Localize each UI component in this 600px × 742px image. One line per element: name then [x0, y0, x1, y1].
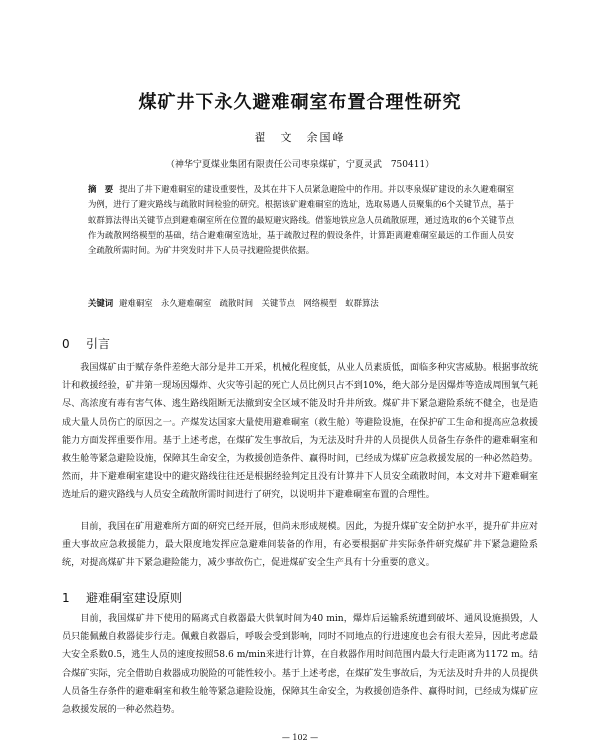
abstract-block — [88, 182, 514, 258]
section-number: 0 — [62, 337, 70, 351]
section-heading-principles — [62, 589, 182, 606]
section-heading-intro — [62, 335, 110, 352]
section-number: 1 — [62, 591, 70, 605]
intro-paragraph-1: 我国煤矿由于赋存条件差绝大部分是井工开采，机械化程度低，从业人员素质低，面临多种灾害威胁。根据事故统计和救援经验，矿井第一现场因爆炸、火灾等引起的死亡人员比例只占不到10%，绝大部分是因爆炸等造成周围氧气耗尽、高浓度有毒有害气体、逃生路线阻断无法撤到安全区域不能及时升井所致。煤矿井下紧急避险系统不健全，也是造成大量人员伤亡的原因之一。产煤发达国家大量使用避难硐室（救生舱）等避险设施，在保护矿工生命和提高应急救援能力方面发挥重要作用。基于上述考虑，在煤矿发生事故后，为无法及时升井的人员提供人员备生存条件的避难硐室和救生舱等紧急避险设施，保障其生命安全，为救援创造条件、赢得时间，已经成为煤矿应急救援发展的一种必然趋势。然而，井下避难硐室建设中的避灾路线往往还是根据经验判定且没有计算井下人员安全疏散时间，本文对井下避难硐室选址后的避灾路线与人员安全疏散所需时间进行了研究，以说明井下避难硐室布置的合理性。 — [62, 363, 538, 501]
abstract-label: 摘 要 — [88, 184, 114, 194]
paper-affiliation: （神华宁夏煤业集团有限责任公司枣泉煤矿，宁夏灵武 750411） — [165, 160, 435, 170]
section-title: 避难硐室建设原则 — [86, 591, 183, 605]
keywords-text: 避难硐室 永久避难硐室 疏散时间 关键节点 网络模型 蚁群算法 — [119, 298, 379, 308]
abstract-text: 提出了井下避难硐室的建设重要性，及其在井下人员紧急避险中的作用。并以枣泉煤矿建设的永久避难硐室为例，进行了避灾路线与疏散时间检验的研究。根据该矿避难硐室的选址，选取易遇人员聚集的6个关键节点，基于蚁群算法得出关键节点到避难硐室所在位置的最短避灾路线。借鉴地铁应急人员疏散原理，通过选取的6个关键节点作为疏散网络模型的基础，结合避难硐室选址，基于疏散过程的假设条件，计算距离避难硐室最远的工作面人员安全疏散所需时间。为矿井突发时井下人员寻找避险提供依据。 — [88, 184, 514, 256]
keywords-label: 关键词 — [88, 298, 114, 308]
keywords-block — [88, 297, 514, 310]
paper-title: 煤矿井下永久避难硐室布置合理性研究 — [138, 92, 462, 113]
paper-authors: 翟 文 余国峰 — [254, 131, 346, 144]
intro-paragraph-2: 目前，我国在矿用避难所方面的研究已经开展，但尚未形成规模。因此，为提升煤矿安全防护水平，提升矿井应对重大事故应急救援能力，最大限度地发挥应急避难间装备的作用，有必要根据矿井实际条件研究煤矿井下紧急避险系统，对提高煤矿井下紧急避险能力，减少事故伤亡，促进煤矿安全生产具有十分重要的意义。 — [62, 522, 538, 569]
section-title: 引言 — [86, 337, 111, 351]
page-number: — 102 — — [281, 733, 319, 742]
principles-paragraph-1: 目前，我国煤矿井下使用的隔离式自救器最大供氧时间为40 min，爆炸后运输系统遭到破坏、通风设施损毁，人员只能佩戴自救器徒步行走。佩戴自救器后，呼吸会受到影响，同时不同地点的行进速度也会有很大差异，因此考虑最大安全系数0.5，逃生人员的速度按照58.6 m/min来进行计算，在自救器作用时间范围内最大行走距离为1172 m。结合煤矿实际，完全借助自救器成功脱险的可能性较小。基于上述考虑，在煤矿发生事故后，为无法及时升井的人员提供人员备生存条件的避难硐室和救生舱等紧急避险设施，保障其生命安全，为救援创造条件、赢得时间，已经成为煤矿应急救援发展的一种必然趋势。 — [62, 614, 538, 716]
